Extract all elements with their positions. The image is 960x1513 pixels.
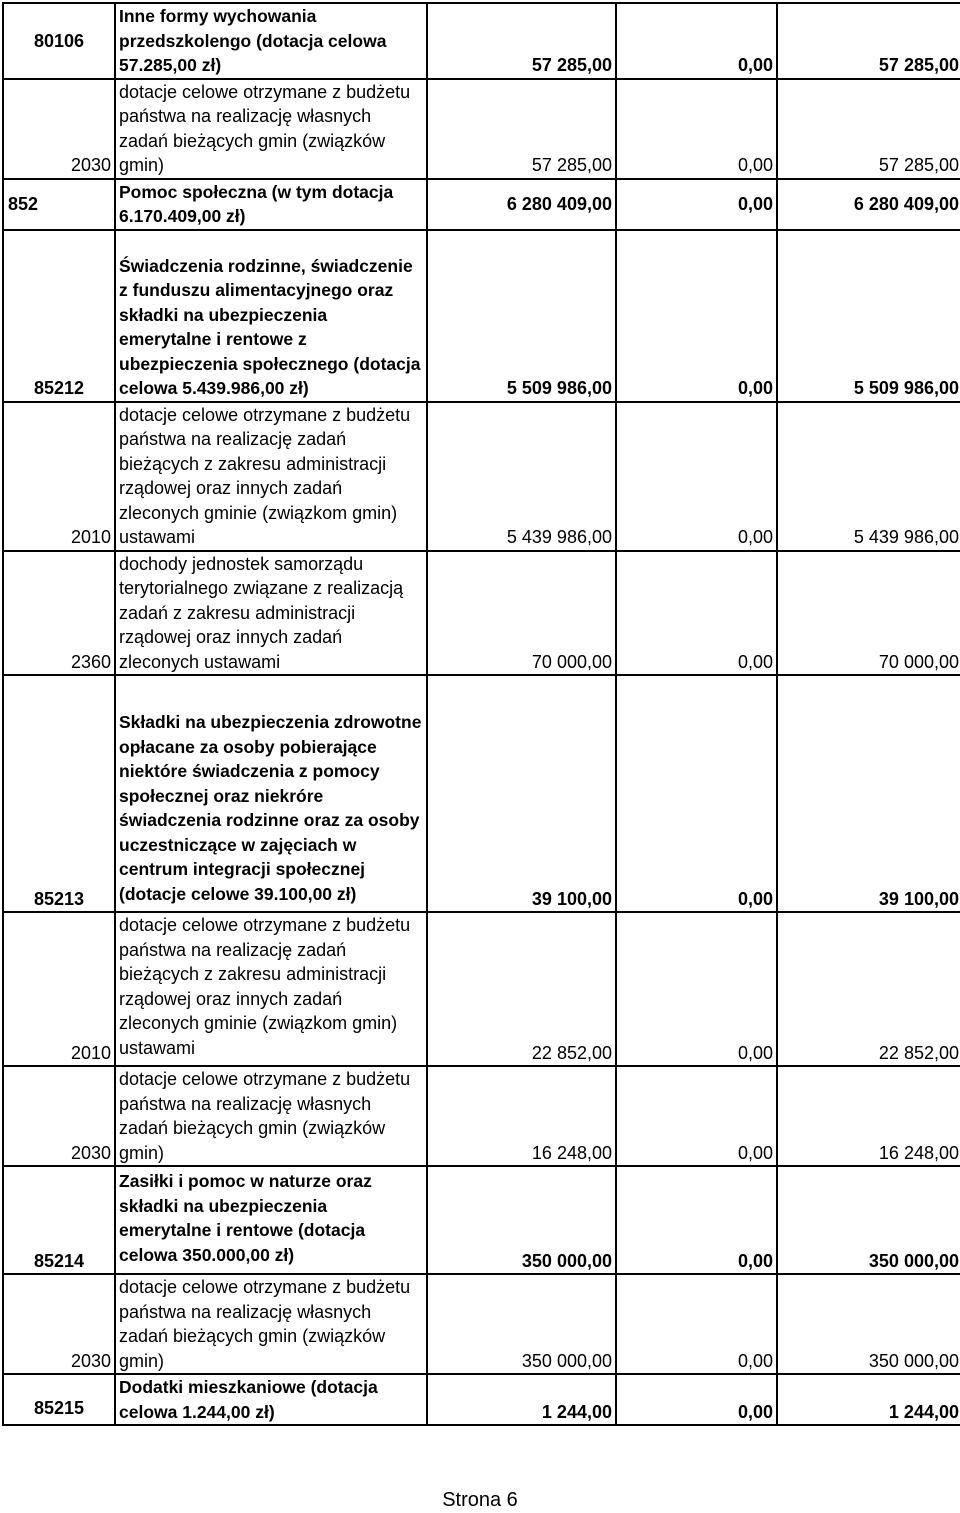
plan-amount: 22 852,00 bbox=[427, 912, 616, 1066]
classification-code: 852 bbox=[3, 179, 115, 230]
table-row bbox=[3, 179, 960, 230]
classification-code: 2030 bbox=[3, 1274, 115, 1374]
plan-amount: 6 280 409,00 bbox=[427, 179, 616, 230]
row-description: Inne formy wychowania przedszkolengo (dotacja celowa 57.285,00 zł) bbox=[115, 3, 427, 79]
plan-amount: 57 285,00 bbox=[427, 79, 616, 179]
table-row bbox=[3, 1166, 960, 1274]
classification-code: 85212 bbox=[3, 230, 115, 402]
table-row bbox=[3, 1066, 960, 1166]
change-amount: 0,00 bbox=[616, 912, 777, 1066]
classification-code: 2010 bbox=[3, 912, 115, 1066]
plan-amount: 5 509 986,00 bbox=[427, 230, 616, 402]
amount-after-change: 350 000,00 bbox=[777, 1274, 960, 1374]
change-amount: 0,00 bbox=[616, 1066, 777, 1166]
table-row bbox=[3, 230, 960, 402]
plan-amount: 1 244,00 bbox=[427, 1374, 616, 1425]
amount-after-change: 57 285,00 bbox=[777, 3, 960, 79]
plan-amount: 350 000,00 bbox=[427, 1166, 616, 1274]
amount-after-change: 5 509 986,00 bbox=[777, 230, 960, 402]
row-description: Składki na ubezpieczenia zdrowotne opłacane za osoby pobierające niektóre świadczenia z pomocy społecznej oraz niekróre świadczenia rodzinne oraz za osoby uczestniczące w zajęciach w centrum integracji społecznej (dotacje celowe 39.100,00 zł) bbox=[115, 675, 427, 912]
plan-amount: 70 000,00 bbox=[427, 551, 616, 676]
classification-code: 80106 bbox=[3, 3, 115, 79]
page-number: Strona 6 bbox=[442, 1489, 518, 1511]
row-description: Dodatki mieszkaniowe (dotacja celowa 1.244,00 zł) bbox=[115, 1374, 427, 1425]
amount-after-change: 5 439 986,00 bbox=[777, 402, 960, 551]
change-amount: 0,00 bbox=[616, 3, 777, 79]
plan-amount: 16 248,00 bbox=[427, 1066, 616, 1166]
amount-after-change: 22 852,00 bbox=[777, 912, 960, 1066]
change-amount: 0,00 bbox=[616, 402, 777, 551]
change-amount: 0,00 bbox=[616, 79, 777, 179]
classification-code: 85215 bbox=[3, 1374, 115, 1425]
row-description: dochody jednostek samorządu terytorialnego związane z realizacją zadań z zakresu administracji rządowej oraz innych zadań zleconych ustawami bbox=[115, 551, 427, 676]
plan-amount: 39 100,00 bbox=[427, 675, 616, 912]
classification-code: 2030 bbox=[3, 79, 115, 179]
amount-after-change: 16 248,00 bbox=[777, 1066, 960, 1166]
change-amount: 0,00 bbox=[616, 230, 777, 402]
amount-after-change: 6 280 409,00 bbox=[777, 179, 960, 230]
table-row bbox=[3, 1374, 960, 1425]
budget-table bbox=[2, 2, 960, 1426]
table-row bbox=[3, 551, 960, 676]
change-amount: 0,00 bbox=[616, 551, 777, 676]
classification-code: 2030 bbox=[3, 1066, 115, 1166]
plan-amount: 350 000,00 bbox=[427, 1274, 616, 1374]
amount-after-change: 70 000,00 bbox=[777, 551, 960, 676]
plan-amount: 5 439 986,00 bbox=[427, 402, 616, 551]
amount-after-change: 57 285,00 bbox=[777, 79, 960, 179]
change-amount: 0,00 bbox=[616, 1166, 777, 1274]
table-row bbox=[3, 912, 960, 1066]
change-amount: 0,00 bbox=[616, 1274, 777, 1374]
plan-amount: 57 285,00 bbox=[427, 3, 616, 79]
row-description: dotacje celowe otrzymane z budżetu państwa na realizację zadań bieżących z zakresu administracji rządowej oraz innych zadań zleconych gminie (związkom gmin) ustawami bbox=[115, 912, 427, 1066]
table-row bbox=[3, 79, 960, 179]
classification-code: 2010 bbox=[3, 402, 115, 551]
amount-after-change: 350 000,00 bbox=[777, 1166, 960, 1274]
table-row bbox=[3, 675, 960, 912]
table-row bbox=[3, 402, 960, 551]
classification-code: 85214 bbox=[3, 1166, 115, 1274]
row-description: dotacje celowe otrzymane z budżetu państwa na realizację własnych zadań bieżących gmin (związków gmin) bbox=[115, 79, 427, 179]
row-description: dotacje celowe otrzymane z budżetu państwa na realizację zadań bieżących z zakresu administracji rządowej oraz innych zadań zleconych gminie (związkom gmin) ustawami bbox=[115, 402, 427, 551]
change-amount: 0,00 bbox=[616, 1374, 777, 1425]
row-description: dotacje celowe otrzymane z budżetu państwa na realizację własnych zadań bieżących gmin (związków gmin) bbox=[115, 1066, 427, 1166]
table-row bbox=[3, 1274, 960, 1374]
row-description: Zasiłki i pomoc w naturze oraz składki na ubezpieczenia emerytalne i rentowe (dotacja celowa 350.000,00 zł) bbox=[115, 1166, 427, 1274]
classification-code: 2360 bbox=[3, 551, 115, 676]
row-description: dotacje celowe otrzymane z budżetu państwa na realizację własnych zadań bieżących gmin (związków gmin) bbox=[115, 1274, 427, 1374]
change-amount: 0,00 bbox=[616, 179, 777, 230]
amount-after-change: 1 244,00 bbox=[777, 1374, 960, 1425]
amount-after-change: 39 100,00 bbox=[777, 675, 960, 912]
table-row bbox=[3, 3, 960, 79]
row-description: Pomoc społeczna (w tym dotacja 6.170.409,00 zł) bbox=[115, 179, 427, 230]
change-amount: 0,00 bbox=[616, 675, 777, 912]
classification-code: 85213 bbox=[3, 675, 115, 912]
row-description: Świadczenia rodzinne, świadczenie z funduszu alimentacyjnego oraz składki na ubezpieczenia emerytalne i rentowe z ubezpieczenia społecznego (dotacja celowa 5.439.986,00 zł) bbox=[115, 230, 427, 402]
